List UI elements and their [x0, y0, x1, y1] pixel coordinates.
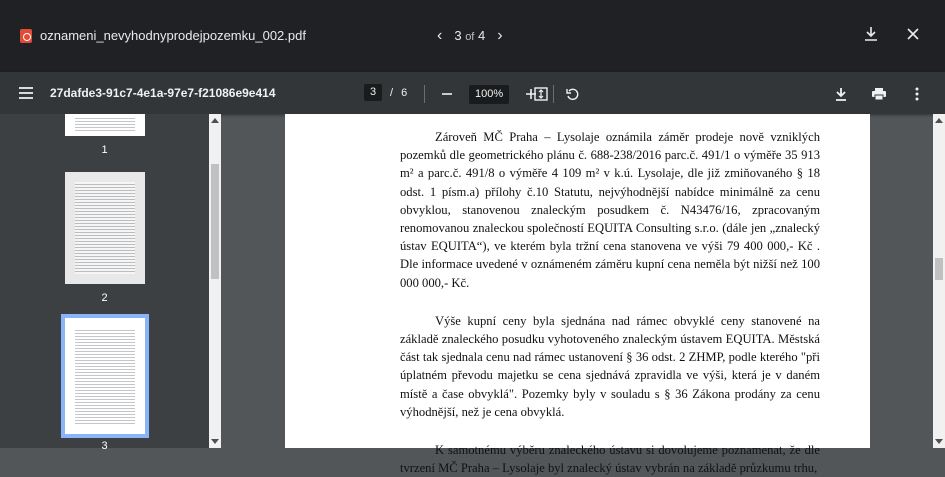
close-icon[interactable]: [903, 24, 923, 44]
pdf-file-icon: [20, 29, 32, 43]
view-controls: [531, 84, 583, 104]
thumbnail-sidebar: [0, 114, 221, 452]
page-total: 6: [401, 86, 408, 99]
scroll-down-arrow-icon[interactable]: [211, 439, 219, 444]
page-separator: /: [390, 86, 394, 99]
more-options-icon[interactable]: [907, 84, 927, 104]
scroll-down-arrow-icon[interactable]: [935, 439, 943, 444]
toolbar-actions: [831, 84, 927, 104]
download-icon[interactable]: [831, 84, 851, 104]
pager-current: 3: [454, 28, 462, 43]
download-icon[interactable]: [861, 24, 881, 44]
header-actions: [861, 24, 923, 44]
pager-total: 4: [478, 28, 486, 43]
fit-page-icon[interactable]: [531, 84, 551, 104]
previous-page-button[interactable]: ‹: [437, 26, 443, 44]
print-icon[interactable]: [869, 84, 889, 104]
zoom-input[interactable]: 100%: [469, 85, 509, 104]
menu-icon[interactable]: [16, 83, 36, 103]
pdf-page: [285, 114, 870, 476]
zoom-out-icon[interactable]: [437, 84, 457, 104]
sidebar-scrollbar[interactable]: [209, 114, 221, 448]
document-title-text: oznameni_nevyhodnyprodejpozemku_002.pdf: [40, 28, 306, 43]
thumbnail-page-1[interactable]: [65, 114, 145, 136]
scrollbar-thumb[interactable]: [935, 258, 943, 280]
document-title: [20, 28, 306, 43]
toolbar-filename: 27dafde3-91c7-4e1a-97e7-f21086e9e414: [50, 86, 276, 100]
thumbnail-page-3-selected[interactable]: [65, 318, 145, 434]
page-selector: [364, 84, 407, 101]
scroll-up-arrow-icon[interactable]: [935, 118, 943, 123]
rotate-icon[interactable]: [563, 84, 583, 104]
paragraph: Zároveň MČ Praha – Lysolaje oznámila záměr prodeje nově vzniklých pozemků dle geometrického plánu č. 688-238/2016 parc.č. 491/1 o výměře 35 913 m² a parc.č. 491/8 o výměře 4 109 m² v k.ú. Lysolaje, dle již zmiňovaného § 18 odst. 1 písm.a) přílohy č.10 Statutu, nejvýhodnější nabídce minimálně za cenu obvyklou, stanovenou znaleckým posudkem č. N43476/16, zpracovaným renomovanou znaleckou společností EQUITA Consulting s.r.o. (dále jen „znalecký ústav EQUITA“), ve kterém byla tržní cena stanovena ve výši 79 400 000,- Kč . Dle informace uvedené v oznámeném záměru kupní cena neměla být nižší než 100 000 000,- Kč.: [400, 130, 820, 290]
paragraph: Výše kupní ceny byla sjednána nad rámec obvyklé ceny stanovené na základě znaleckého posudku vyhotoveného znaleckým ústavem EQUITA. Městská část tak sjednala cenu nad rámec ustanovení § 36 odst. 2 ZHMP, podle kterého "při úplatném převodu majetku se cena sjednává zpravidla ve výši, která je v daném místě a čase obvyklá". Pozemky byly v souladu s § 36 Zákona prodány za cenu výhodnější, než je cena obvyklá.: [400, 313, 820, 419]
paragraph: K samotnému výběru znaleckého ústavu si dovolujeme poznamenat, že dle tvrzení MČ Praha – Lysolaje byl znalecký ústav vybrán na základě průzkumu trhu,: [400, 443, 820, 476]
thumbnail-label: 3: [101, 440, 108, 452]
thumbnail-label: 1: [101, 144, 108, 156]
thumbnail-label: 2: [101, 292, 108, 304]
viewer-header: [0, 0, 945, 72]
toolbar-divider: [424, 85, 425, 103]
pdf-toolbar: [0, 72, 945, 114]
page-counter: [454, 28, 485, 43]
scrollbar-thumb[interactable]: [211, 164, 219, 279]
pager-of: of: [465, 31, 475, 43]
scroll-up-arrow-icon[interactable]: [211, 118, 219, 123]
page-navigator: [437, 28, 503, 43]
next-page-button[interactable]: ›: [497, 26, 503, 44]
document-scrollbar[interactable]: [933, 114, 945, 448]
thumbnail-page-2[interactable]: [65, 172, 145, 284]
page-content: [400, 128, 820, 477]
page-number-input[interactable]: 3: [364, 84, 382, 101]
